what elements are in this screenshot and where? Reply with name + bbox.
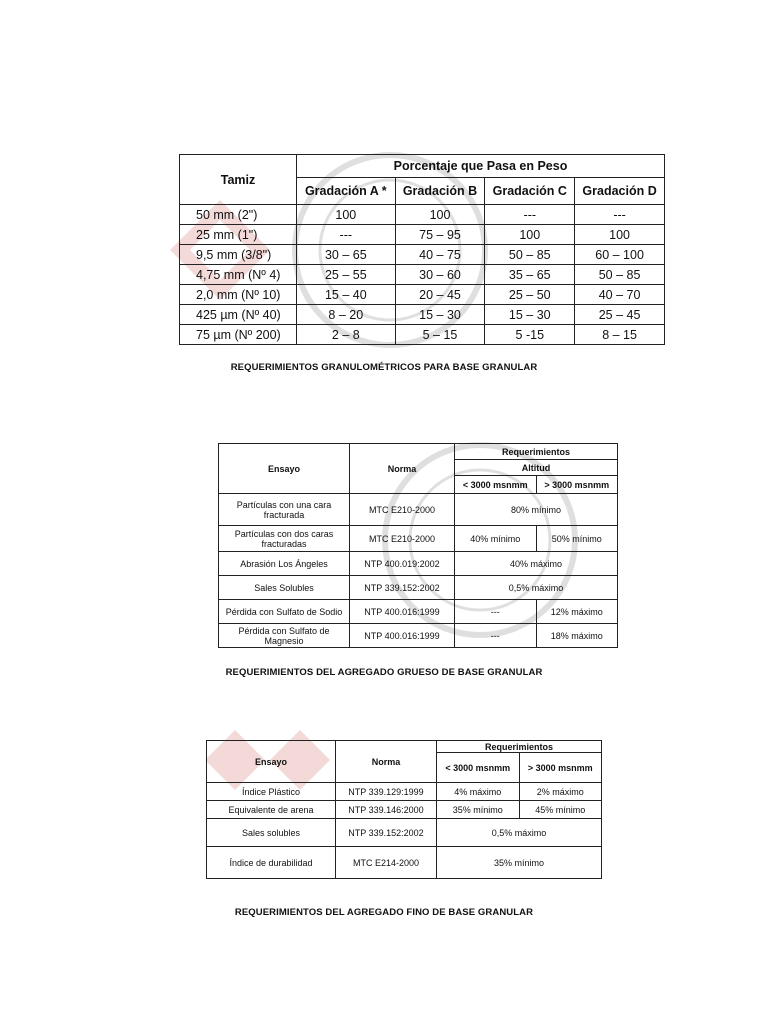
value-cell: 15 – 30 xyxy=(485,305,575,325)
table-row xyxy=(180,325,665,345)
value-cell: 8 – 20 xyxy=(297,305,396,325)
norma-cell: NTP 339.146:2000 xyxy=(336,801,437,819)
tamiz-cell: 425 µm (Nº 40) xyxy=(180,305,297,325)
requirement-high-cell: 18% máximo xyxy=(536,624,618,648)
ensayo-cell: Índice Plástico xyxy=(207,783,336,801)
table-row xyxy=(207,801,602,819)
tamiz-header: Tamiz xyxy=(180,155,297,205)
ensayo-header: Ensayo xyxy=(219,444,350,494)
norma-cell: NTP 400.016:1999 xyxy=(350,624,455,648)
requirement-high-cell: 45% mínimo xyxy=(519,801,602,819)
value-cell: --- xyxy=(297,225,396,245)
ensayo-cell: Partículas con dos caras fracturadas xyxy=(219,526,350,552)
table-row xyxy=(180,305,665,325)
norma-cell: NTP 339.152:2002 xyxy=(336,819,437,847)
requirement-low-cell: 35% mínimo xyxy=(437,801,520,819)
value-cell: 40 – 75 xyxy=(395,245,485,265)
low-altitude-header: < 3000 msnmm xyxy=(455,476,537,494)
requirement-low-cell: 4% máximo xyxy=(437,783,520,801)
column-header: Gradación A * xyxy=(297,178,396,205)
value-cell: 100 xyxy=(485,225,575,245)
requirement-low-cell: --- xyxy=(455,624,537,648)
value-cell: 100 xyxy=(395,205,485,225)
value-cell: 30 – 65 xyxy=(297,245,396,265)
value-cell: 25 – 55 xyxy=(297,265,396,285)
requirement-high-cell: 50% mínimo xyxy=(536,526,618,552)
requerimientos-header: Requerimientos xyxy=(455,444,618,460)
low-altitude-header: < 3000 msnmm xyxy=(437,753,520,783)
tamiz-cell: 4,75 mm (Nº 4) xyxy=(180,265,297,285)
column-header: Gradación D xyxy=(575,178,665,205)
value-cell: 30 – 60 xyxy=(395,265,485,285)
table-row xyxy=(180,265,665,285)
ensayo-header: Ensayo xyxy=(207,741,336,783)
table-row xyxy=(207,783,602,801)
value-cell: --- xyxy=(575,205,665,225)
table-row xyxy=(219,494,618,526)
requirement-cell: 80% mínimo xyxy=(455,494,618,526)
value-cell: 5 – 15 xyxy=(395,325,485,345)
altitud-header: Altitud xyxy=(455,460,618,476)
ensayo-cell: Sales solubles xyxy=(207,819,336,847)
tamiz-cell: 25 mm (1") xyxy=(180,225,297,245)
table-row xyxy=(180,245,665,265)
ensayo-cell: Partículas con una cara fracturada xyxy=(219,494,350,526)
value-cell: 20 – 45 xyxy=(395,285,485,305)
table-row xyxy=(219,552,618,576)
percent-passing-header: Porcentaje que Pasa en Peso xyxy=(297,155,665,178)
value-cell: 8 – 15 xyxy=(575,325,665,345)
requirement-cell: 35% mínimo xyxy=(437,847,602,879)
column-header: Gradación B xyxy=(395,178,485,205)
value-cell: 35 – 65 xyxy=(485,265,575,285)
table-row xyxy=(219,624,618,648)
norma-cell: MTC E210-2000 xyxy=(350,526,455,552)
table-row xyxy=(219,526,618,552)
value-cell: 2 – 8 xyxy=(297,325,396,345)
norma-cell: MTC E214-2000 xyxy=(336,847,437,879)
tamiz-cell: 2,0 mm (Nº 10) xyxy=(180,285,297,305)
table-row xyxy=(207,819,602,847)
coarse-aggregate-table xyxy=(218,443,618,648)
caption-coarse: REQUERIMIENTOS DEL AGREGADO GRUESO DE BASE GRANULAR xyxy=(225,667,543,678)
table-row xyxy=(180,225,665,245)
tamiz-cell: 75 µm (Nº 200) xyxy=(180,325,297,345)
requirement-high-cell: 12% máximo xyxy=(536,600,618,624)
norma-header: Norma xyxy=(336,741,437,783)
value-cell: 5 -15 xyxy=(485,325,575,345)
column-header: Gradación C xyxy=(485,178,575,205)
requirement-low-cell: 40% mínimo xyxy=(455,526,537,552)
value-cell: 50 – 85 xyxy=(575,265,665,285)
norma-cell: NTP 400.019:2002 xyxy=(350,552,455,576)
value-cell: 15 – 30 xyxy=(395,305,485,325)
value-cell: 15 – 40 xyxy=(297,285,396,305)
value-cell: 50 – 85 xyxy=(485,245,575,265)
high-altitude-header: > 3000 msnmm xyxy=(536,476,618,494)
value-cell: 60 – 100 xyxy=(575,245,665,265)
table-row xyxy=(219,600,618,624)
granulometric-table xyxy=(179,154,665,345)
ensayo-cell: Índice de durabilidad xyxy=(207,847,336,879)
value-cell: 25 – 45 xyxy=(575,305,665,325)
value-cell: 100 xyxy=(297,205,396,225)
requirement-cell: 40% máximo xyxy=(455,552,618,576)
value-cell: 75 – 95 xyxy=(395,225,485,245)
requirement-low-cell: --- xyxy=(455,600,537,624)
table-row xyxy=(180,285,665,305)
value-cell: 25 – 50 xyxy=(485,285,575,305)
norma-header: Norma xyxy=(350,444,455,494)
caption-granulometric: REQUERIMIENTOS GRANULOMÉTRICOS PARA BASE GRANULAR xyxy=(230,362,538,373)
value-cell: 40 – 70 xyxy=(575,285,665,305)
caption-fine: REQUERIMIENTOS DEL AGREGADO FINO DE BASE GRANULAR xyxy=(234,907,534,918)
ensayo-cell: Equivalente de arena xyxy=(207,801,336,819)
requirement-cell: 0,5% máximo xyxy=(455,576,618,600)
norma-cell: MTC E210-2000 xyxy=(350,494,455,526)
value-cell: --- xyxy=(485,205,575,225)
ensayo-cell: Pérdida con Sulfato de Sodio xyxy=(219,600,350,624)
value-cell: 100 xyxy=(575,225,665,245)
table-row xyxy=(207,847,602,879)
requerimientos-header: Requerimientos xyxy=(437,741,602,753)
high-altitude-header: > 3000 msnmm xyxy=(519,753,602,783)
table-row xyxy=(219,576,618,600)
fine-aggregate-table xyxy=(206,740,602,879)
ensayo-cell: Abrasión Los Ángeles xyxy=(219,552,350,576)
norma-cell: NTP 339.152:2002 xyxy=(350,576,455,600)
tamiz-cell: 9,5 mm (3/8") xyxy=(180,245,297,265)
requirement-cell: 0,5% máximo xyxy=(437,819,602,847)
norma-cell: NTP 400.016:1999 xyxy=(350,600,455,624)
tamiz-cell: 50 mm (2") xyxy=(180,205,297,225)
table-row xyxy=(180,205,665,225)
requirement-high-cell: 2% máximo xyxy=(519,783,602,801)
ensayo-cell: Pérdida con Sulfato de Magnesio xyxy=(219,624,350,648)
ensayo-cell: Sales Solubles xyxy=(219,576,350,600)
norma-cell: NTP 339.129:1999 xyxy=(336,783,437,801)
